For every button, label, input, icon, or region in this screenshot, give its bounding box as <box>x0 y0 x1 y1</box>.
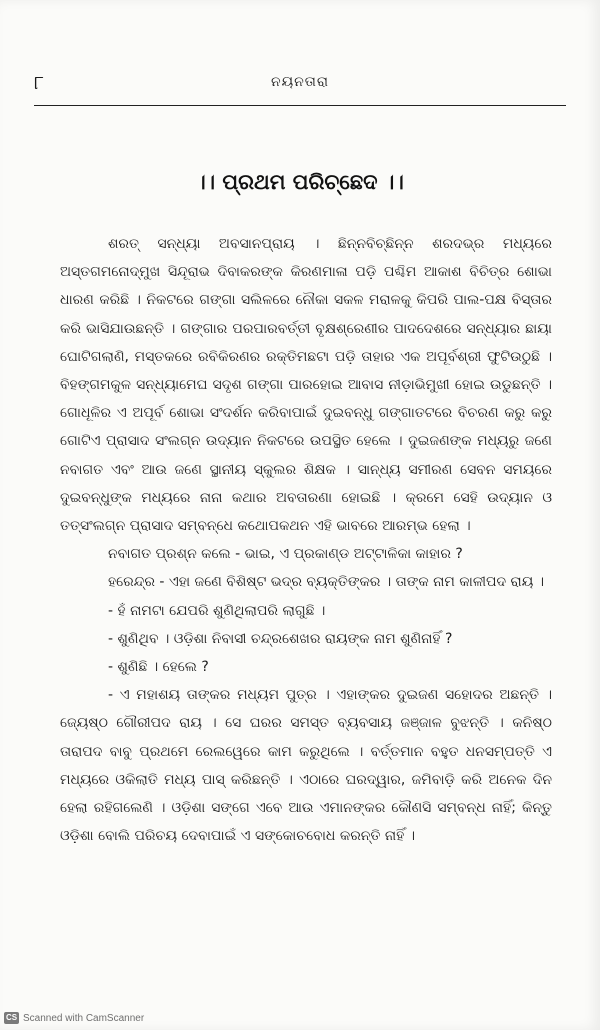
page-header <box>34 72 566 106</box>
paragraph: ହରେନ୍ଦ୍ର - ଏହା ଜଣେ ବିଶିଷ୍ଟ ଭଦ୍ର ବ୍ୟକ୍ତିଙ୍କର । ତାଙ୍କ ନାମ କାଳୀପଦ ରାୟ । <box>108 574 544 591</box>
paragraph: - ଶୁଣିଥିବ । ଓଡ଼ିଶା ନିବାସୀ ଚନ୍ଦ୍ରଶେଖର ରାୟଙ୍କ ନାମ ଶୁଣିନାହିଁ ? <box>108 630 453 647</box>
chapter-title: ।। ପ୍ରଥମ ପରିଚ୍ଛେଦ ।। <box>196 170 404 194</box>
paragraph: - ହଁ ନାମଟା ଯେପରି ଶୁଣିଥିଲାପରି ଲାଗୁଛି । <box>108 602 326 619</box>
paragraph: - ଏ ମହାଶୟ ତାଙ୍କର ମଧ୍ୟମ ପୁତ୍ର । ଏହାଙ୍କର ଦୁଇଜଣ ସହୋଦର ଅଛନ୍ତି । ଜ୍ୟେଷ୍ଠ ଗୌରୀପଦ ରାୟ । ସେ ଘରର ସମସ୍ତ ବ୍ୟବସାୟ ଜଞ୍ଜାଳ ବୁଝନ୍ତି । କନିଷ୍ଠ ତାରାପଦ ବାବୁ ପ୍ରଥମେ ରେଲୱେରେ କାମ କରୁଥିଲେ । ବର୍ତ୍ତମାନ ବହୁତ ଧନସମ୍ପତ୍ତି ଏ ମଧ୍ୟରେ ଓକିଲାତି ମଧ୍ୟ ପାସ୍ କରିଛନ୍ତି । ଏଠାରେ ଘରଦ୍ୱାର, ଜମିବାଡ଼ି କରି ଅନେକ ଦିନ ହେଲା ରହିଗଲେଣି । ଓଡ଼ିଶା ସଙ୍ଗେ ଏବେ ଆଉ ଏମାନଙ୍କର କୌଣସି ସମ୍ବନ୍ଧ ନାହିଁ; କିନ୍ତୁ ଓଡ଼ିଶା ବୋଲି ପରିଚୟ ଦେବାପାଇଁ ଏ ସଙ୍କୋଚବୋଧ କରନ୍ତି ନାହିଁ । <box>60 687 552 845</box>
paragraph: ନବାଗତ ପ୍ରଶ୍ନ କଲେ - ଭାଇ, ଏ ପ୍ରକାଣ୍ଡ ଅଟ୍ଟାଳିକା କାହାର ? <box>108 546 463 563</box>
paragraph: - ଶୁଣିଛି । ହେଲେ ? <box>108 659 209 676</box>
page-number: ୮ <box>34 72 44 94</box>
watermark-label: Scanned with CamScanner <box>23 1012 145 1024</box>
paragraph: ଶରତ୍ ସନ୍ଧ୍ୟା ଅବସାନପ୍ରାୟ । ଛିନ୍ନବିଚ୍ଛିନ୍ନ ଶରଦଭ୍ର ମଧ୍ୟରେ ଅସ୍ତଗମନୋଦ୍ମୁଖ ସିନ୍ଦୂରାଭ ଦିବାକରଙ୍କ କିରଣମାଳା ପଡ଼ି ପଶ୍ଚିମ ଆକାଶ ବିଚିତ୍ର ଶୋଭା ଧାରଣ କରିଛି । ନିକଟରେ ଗଙ୍ଗା ସଲିଳରେ ନୌକା ସକଳ ମରାଳକୁ କିପରି ପାଲ-ପକ୍ଷ ବିସ୍ତାର କରି ଭାସିଯାଉଛନ୍ତି । ଗଙ୍ଗାର ପରପାରବର୍ତ୍ତୀ ବୃକ୍ଷଶ୍ରେଣୀର ପାଦଦେଶରେ ସନ୍ଧ୍ୟାର ଛାୟା ଘୋଟିଗଲାଣି, ମସ୍ତକରେ ରବିକିରଣର ରକ୍ତିମଛଟା ପଡ଼ି ତାହାର ଏକ ଅପୂର୍ବଶ୍ରୀ ଫୁଟିଉଠୁଛି । ବିହଙ୍ଗମକୁଳ ସନ୍ଧ୍ୟାମେଘ ସଦୃଶ ଗଙ୍ଗା ପାରହୋଇ ଆବାସ ନୀଡ଼ାଭିମୁଖୀ ହୋଇ ଉଡୁଛନ୍ତି । ଗୋଧୂଳିର ଏ ଅପୂର୍ବ ଶୋଭା ସଂଦର୍ଶନ କରିବାପାଇଁ ଦୁଇବନ୍ଧୁ ଗଙ୍ଗାତଟରେ ବିଚରଣ କରୁ କରୁ ଗୋଟିଏ ପ୍ରାସାଦ ସଂଲଗ୍ନ ଉଦ୍ୟାନ ନିକଟରେ ଉପସ୍ଥିତ ହେଲେ । ଦୁଇଜଣଙ୍କ ମଧ୍ୟରୁ ଜଣେ ନବାଗତ ଏବଂ ଆଉ ଜଣେ ସ୍ଥାନୀୟ ସ୍କୁଲର ଶିକ୍ଷକ । ସାନ୍ଧ୍ୟ ସମୀରଣ ସେବନ ସମୟରେ ଦୁଇବନ୍ଧୁଙ୍କ ମଧ୍ୟରେ ନାନା କଥାର ଅବତାରଣା ହୋଇଛି । କ୍ରମେ ସେହି ଉଦ୍ୟାନ ଓ ତତ୍ସଂଲଗ୍ନ ପ୍ରାସାଦ ସମ୍ବନ୍ଧେ କଥୋପକଥନ ଏହି ଭାବରେ ଆରମ୍ଭ ହେଲା । <box>60 236 552 535</box>
running-title: ନୟନତାରା <box>270 74 330 90</box>
body-text <box>60 230 552 850</box>
camscanner-logo-icon: CS <box>5 1013 18 1022</box>
scanner-watermark <box>4 1010 144 1026</box>
header-rule <box>34 105 566 106</box>
